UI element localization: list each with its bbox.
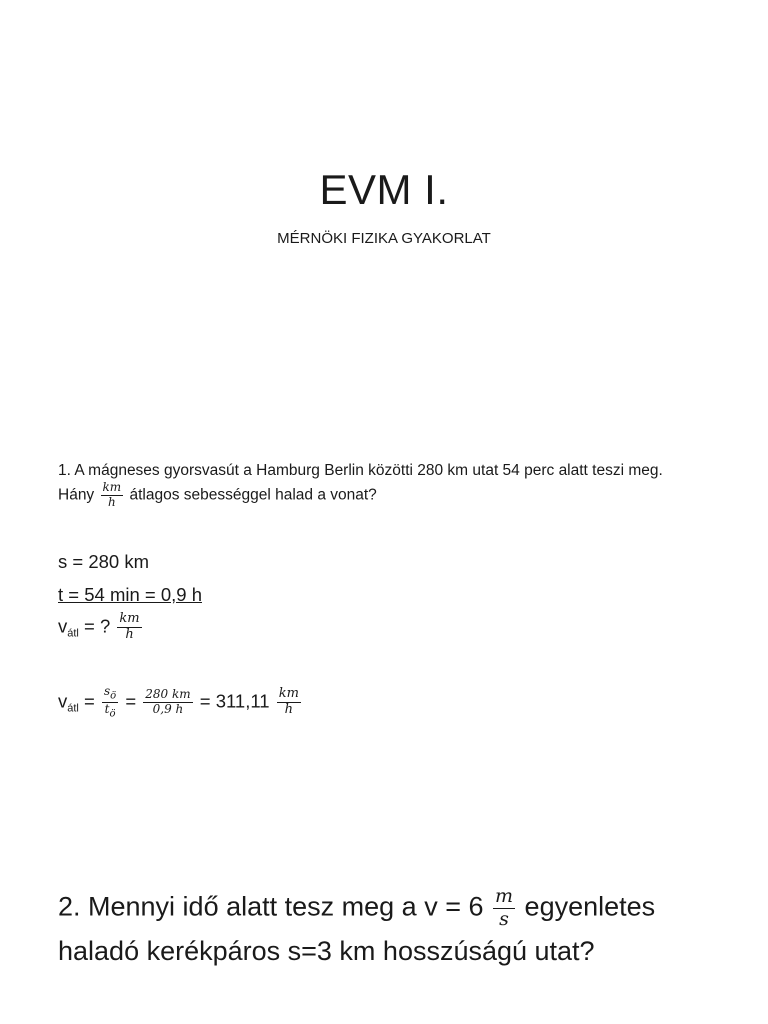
result-unit-numerator: km: [278, 685, 299, 701]
unknown-unit-fraction: [117, 612, 141, 643]
unknown-velocity: [58, 612, 144, 643]
given-time: t = 54 min = 0,9 h: [58, 584, 202, 605]
unit-denominator: h: [107, 494, 116, 509]
velocity-calculation: [58, 685, 303, 720]
calc-equals-1: =: [84, 690, 95, 712]
question-prefix: Hány: [58, 486, 95, 504]
values-numerator: 280 km: [145, 687, 191, 702]
values-denominator: 0,9 h: [152, 701, 184, 716]
page-subtitle: MÉRNÖKI FIZIKA GYAKORLAT: [277, 230, 491, 247]
formula-numerator: [102, 685, 118, 703]
result-unit-fraction: [277, 687, 301, 718]
problem-2-statement: [58, 886, 738, 971]
unknown-unit-denominator: h: [125, 626, 134, 642]
calc-velocity-symbol: v: [58, 690, 68, 712]
given-distance: s = 280 km: [58, 551, 150, 572]
problem-2-prefix: 2. Mennyi idő alatt tesz meg a v = 6: [58, 891, 484, 922]
problem-2-unit-fraction: [493, 886, 515, 931]
velocity-symbol: v: [58, 615, 68, 637]
problem-1-question: [58, 481, 708, 510]
unknown-mark: = ?: [84, 615, 111, 637]
formula-t-sub: ö: [109, 708, 116, 720]
formula-s-sub: ö: [110, 690, 117, 702]
formula-fraction: [102, 685, 118, 720]
problem-1-statement: [58, 461, 708, 510]
formula-t: t: [104, 701, 110, 716]
formula-s: s: [103, 684, 111, 698]
problem-1-text: 1. A mágneses gyorsvasút a Hamburg Berlin közötti 280 km utat 54 perc alatt teszi meg.: [58, 462, 663, 479]
unknown-unit-numerator: km: [119, 611, 140, 626]
values-fraction: [143, 688, 192, 717]
question-suffix: átlagos sebességgel halad a vonat?: [129, 486, 377, 504]
calc-velocity-subscript: átl: [67, 702, 79, 715]
calc-equals-2: =: [125, 690, 137, 712]
unit-fraction: [101, 481, 124, 510]
unit-numerator: km: [102, 480, 122, 494]
formula-denominator: [103, 703, 118, 720]
page-title: EVM I.: [319, 166, 449, 213]
problem-2-suffix: egyenletes haladó kerékpáros s=3 km hosszúságú utat?: [58, 891, 656, 966]
problem-2-unit-denominator: s: [499, 907, 509, 930]
problem-2-unit-numerator: m: [495, 885, 514, 907]
result-unit-denominator: h: [284, 701, 294, 717]
calc-result: = 311,11: [199, 690, 270, 712]
velocity-subscript: átl: [67, 627, 79, 640]
